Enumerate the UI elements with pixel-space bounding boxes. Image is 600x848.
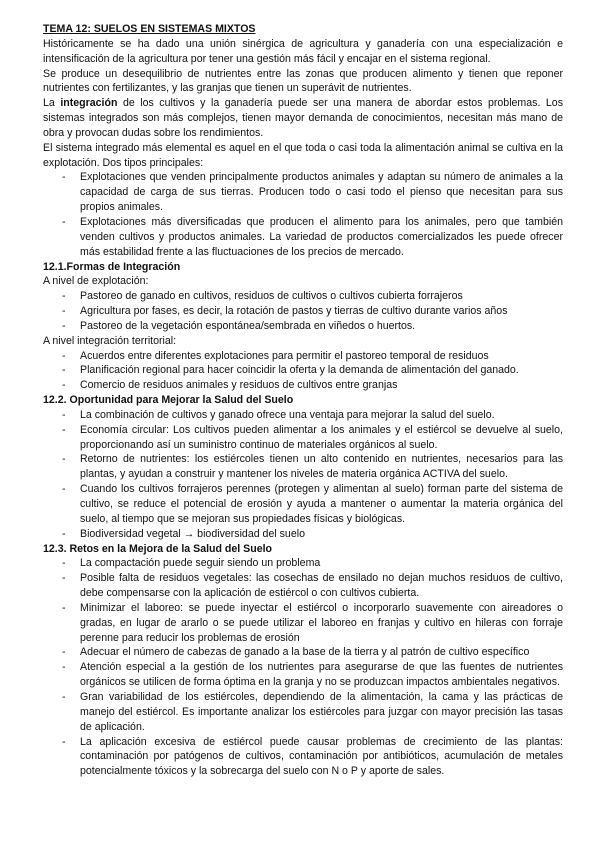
integration-text-after: de los cultivos y la ganadería puede ser una manera de abordar estos problemas. Los sistemas integrados son más complejos, tienen mayor demanda de conocimientos, necesitan más mano de obra y provocan dudas sobre los rendimientos. <box>43 97 563 139</box>
list-item: - Retorno de nutrientes: los estiércoles tienen un alto contenido en nutrientes, necesarios para las plantas, y ayudan a construir y mantener los niveles de materia orgánica ACTIVA del suelo. <box>62 453 563 481</box>
list-item: - Biodiversidad vegetal → biodiversidad del suelo <box>62 527 305 540</box>
list-item: - Pastoreo de la vegetación espontánea/sembrada en viñedos o huertos. <box>62 319 416 332</box>
intro-paragraph-2: Se produce un desequilibrio de nutrientes entre las zonas que producen alimento y tienen que reponer nutrientes con fertilizantes, y las granjas que tienen un superávit de nutrientes. <box>43 67 563 95</box>
types-list <box>43 170 563 259</box>
farm-level-list <box>43 289 563 334</box>
list-item: - Adecuar el número de cabezas de ganado a la base de la tierra y al patrón de cultivo específico <box>62 646 530 659</box>
document-page <box>43 22 563 779</box>
list-item: - Agricultura por fases, es decir, la rotación de pastos y tierras de cultivo durante varios años <box>62 305 508 318</box>
list-item: - La combinación de cultivos y ganado ofrece una ventaja para mejorar la salud del suelo. <box>62 408 495 421</box>
list-item: - Economía circular: Los cultivos pueden alimentar a los animales y el estiércol se devuelve al suelo, proporcionando así un suministro continuo de materiales orgánicos al suelo. <box>62 423 563 451</box>
list-item: - Comercio de residuos animales y residuos de cultivos entre granjas <box>62 379 398 392</box>
list-item: - Planificación regional para hacer coincidir la oferta y la demanda de alimentación del ganado. <box>62 364 519 377</box>
list-item: - La aplicación excesiva de estiércol puede causar problemas de crecimiento de las plantas: contaminación por patógenos de cultivos, contaminación por antibióticos, acumulación de metales potencialmente tóxicos y la sobrecarga del suelo con N o P y aporte de sales. <box>62 735 563 778</box>
integration-paragraph <box>43 96 563 141</box>
intro-paragraph-1: Históricamente se ha dado una unión sinérgica de agricultura y ganadería con una especialización e intensificación de la agricultura por tener una gestión más fácil y encajar en el sistema regional. <box>43 37 563 65</box>
section-heading-12-2: 12.2. Oportunidad para Mejorar la Salud del Suelo <box>43 394 294 407</box>
list-item: - Acuerdos entre diferentes explotaciones para permitir el pastoreo temporal de residuos <box>62 349 489 362</box>
list-item: - La compactación puede seguir siendo un problema <box>62 557 321 570</box>
list-item: - Explotaciones que venden principalmente productos animales y adaptan su número de animales a la capacidad de carga de sus tierras. Producen todo o casi todo el pienso que necesitan para sus propios animales. <box>62 171 563 214</box>
section-heading-12-1: 12.1.Formas de Integración <box>43 260 181 273</box>
list-item: - Cuando los cultivos forrajeros perennes (protegen y alimentan al suelo) forman parte del sistema de cultivo, se reduce el potencial de erosión y ayuda a mantener o aumentar la materia orgánica del suelo, al tiempo que se mejoran sus propiedades físicas y biológicas. <box>62 483 563 525</box>
challenges-list <box>43 556 563 779</box>
page-title: TEMA 12: SUELOS EN SISTEMAS MIXTOS <box>43 23 256 35</box>
territory-level-list <box>43 349 563 394</box>
list-item: - Posible falta de residuos vegetales: las cosechas de ensilado no dejan muchos residuos de cultivo, debe compensarse con la aplicación de estiércol o con cultivos cubierta. <box>62 572 563 600</box>
integration-keyword: integración <box>60 97 118 110</box>
list-item: - Explotaciones más diversificadas que producen el alimento para los animales, pero que también venden cultivos y productos animales. La variedad de productos comercializados les puede ofrecer más estabilidad frente a las fluctuaciones de los precios de mercado. <box>62 215 563 258</box>
section-heading-12-3: 12.3. Retos en la Mejora de la Salud del Suelo <box>43 542 273 555</box>
list-item: - Pastoreo de ganado en cultivos, residuos de cultivos o cultivos cubierta forrajeros <box>62 290 463 303</box>
list-item: - Minimizar el laboreo: se puede inyectar el estiércol o incorporarlo suavemente con aireadores o gradas, en lugar de ararlo o se puede utilizar el laboreo en franjas y cultivo en hileras con forraje perenne para reducir los problemas de erosión <box>62 601 563 644</box>
territory-level-label: A nivel integración territorial: <box>43 334 177 347</box>
integration-text-before: La <box>43 97 61 110</box>
list-item: - Gran variabilidad de los estiércoles, dependiendo de la alimentación, la cama y las prácticas de manejo del estiércol. Es importante analizar los estiércoles para juzgar con mayor precisión las tasas de aplicación. <box>62 690 563 733</box>
farm-level-label: A nivel de explotación: <box>43 275 149 288</box>
integrated-system-paragraph: El sistema integrado más elemental es aquel en el que toda o casi toda la alimentación animal se cultiva en la explotación. Dos tipos principales: <box>43 141 563 169</box>
opportunity-list <box>43 408 563 542</box>
list-item: - Atención especial a la gestión de los nutrientes para asegurarse de que las fuentes de nutrientes orgánicos se utilicen de forma óptima en la granja y no se produzcan impactos ambientales negativos. <box>62 661 563 689</box>
